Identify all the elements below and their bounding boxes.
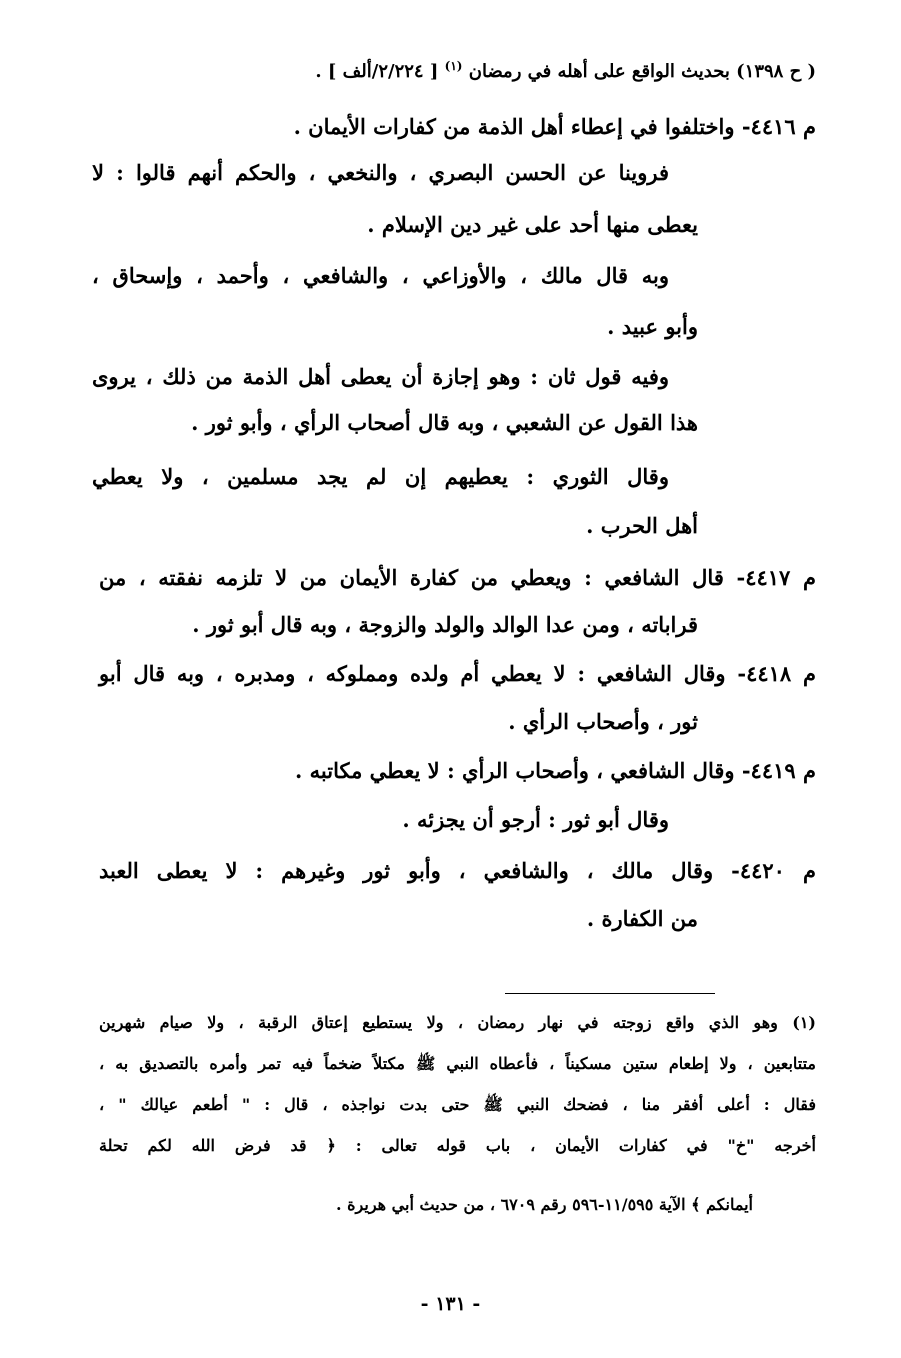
footnote-line: أخرجه "خ" في كفارات الأيمان ، باب قوله تعالى : ﴿ قد فرض الله لكم تحلة <box>99 1136 816 1155</box>
reference-text-end: [ ٢/٢٢٤/ألف ] . <box>315 61 445 82</box>
paragraph-line: وقال الثوري : يعطيهم إن لم يجد مسلمين ، ولا يعطي <box>92 464 669 489</box>
issue-4420-heading: م ٤٤٢٠- وقال مالك ، والشافعي ، وأبو ثور وغيرهم : لا يعطى العبد <box>99 858 816 883</box>
issue-4419-heading: م ٤٤١٩- وقال الشافعي ، وأصحاب الرأي : لا يعطي مكاتبه . <box>295 758 816 783</box>
issue-4417-heading: م ٤٤١٧- قال الشافعي : ويعطي من كفارة الأيمان من لا تلزمه نفقته ، من <box>99 565 816 590</box>
footnote-line: متتابعين ، ولا إطعام ستين مسكيناً ، فأعطاه النبي ﷺ مكتلاً ضخماً فيه تمر وأمره بالتصديق به ، <box>99 1054 816 1073</box>
footnote-line: فقال : أعلى أفقر منا ، فضحك النبي ﷺ حتى بدت نواجذه ، قال : " أطعم عيالك " ، <box>99 1095 816 1114</box>
paragraph-line: قراباته ، ومن عدا الوالد والولد والزوجة ، وبه قال أبو ثور . <box>192 612 698 637</box>
issue-4416-heading: م ٤٤١٦- واختلفوا في إعطاء أهل الذمة من كفارات الأيمان . <box>293 114 816 139</box>
page-number: - ١٣١ - <box>420 1293 481 1315</box>
paragraph-line: أهل الحرب . <box>586 513 698 538</box>
paragraph-line: هذا القول عن الشعبي ، وبه قال أصحاب الرأي ، وأبو ثور . <box>191 410 698 435</box>
hadith-reference-line <box>315 60 816 81</box>
paragraph-line: وأبو عبيد . <box>607 314 698 339</box>
paragraph-line: ثور ، وأصحاب الرأي . <box>508 709 698 734</box>
footnote-line: أيمانكم ﴾ الآية ١١/٥٩٥-٥٩٦ رقم ٦٧٠٩ ، من حديث أبي هريرة . <box>336 1195 753 1214</box>
footnote-line: (١) وهو الذي واقع زوجته في نهار رمضان ، ولا يستطيع إعتاق الرقبة ، ولا صيام شهرين <box>99 1013 816 1032</box>
paragraph-line: يعطى منها أحد على غير دين الإسلام . <box>367 212 698 237</box>
paragraph-line: وقال أبو ثور : أرجو أن يجزئه . <box>402 807 669 832</box>
issue-4418-heading: م ٤٤١٨- وقال الشافعي : لا يعطي أم ولده ومملوكه ، ومدبره ، وبه قال أبو <box>99 661 816 686</box>
paragraph-line: وبه قال مالك ، والأوزاعي ، والشافعي ، وأحمد ، وإسحاق ، <box>92 263 669 288</box>
paragraph-line: فروينا عن الحسن البصري ، والنخعي ، والحكم أنهم قالوا : لا <box>92 160 669 185</box>
footnote-divider <box>505 993 715 994</box>
reference-text-start: ( ح ١٣٩٨) بحديث الواقع على أهله في رمضان <box>462 61 816 82</box>
paragraph-line: وفيه قول ثان : وهو إجازة أن يعطى أهل الذمة من ذلك ، يروى <box>92 364 669 389</box>
footnote-marker: (١) <box>444 59 463 73</box>
paragraph-line: من الكفارة . <box>586 906 698 931</box>
